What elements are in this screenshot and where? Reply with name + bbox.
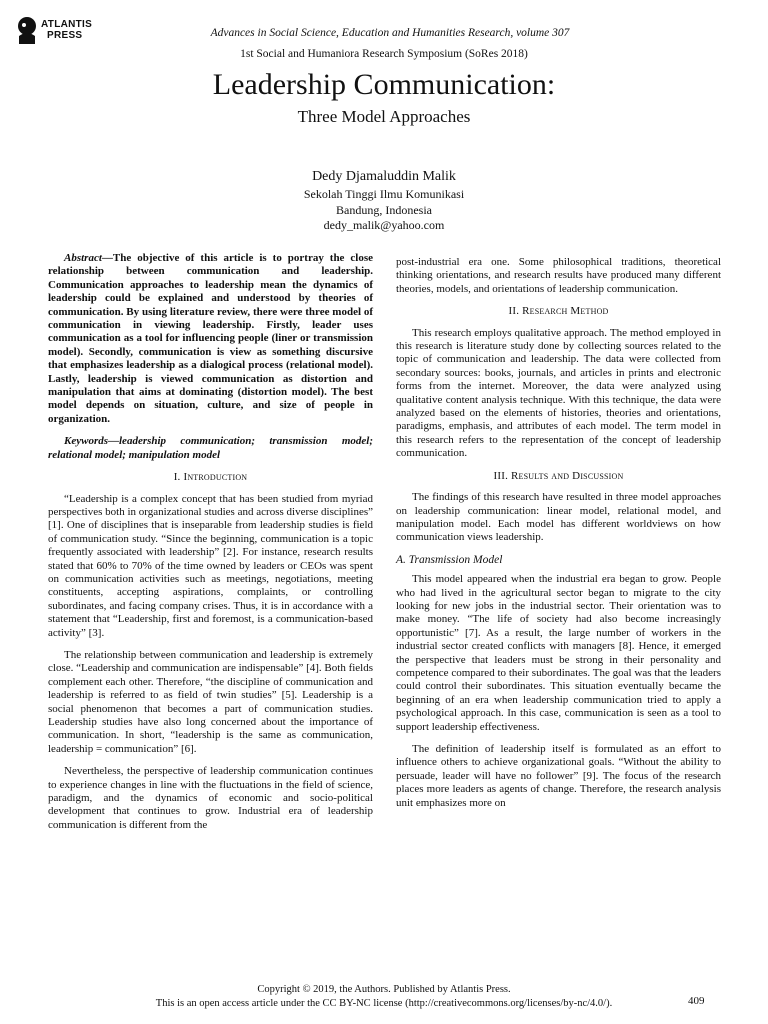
- left-column: [48, 252, 373, 841]
- logo-text: [41, 19, 92, 41]
- right-column: [396, 256, 721, 819]
- symposium-name: 1st Social and Humaniora Research Symposium (SoRes 2018): [240, 48, 528, 60]
- intro-paragraph-2: The relationship between communication and leadership is extremely close. “Leadership and communication are indispensable” [4]. Both fields complement each other. Therefore, “the discipline of communication and leadership is referred to as field of twin studies” [5]. Leadership is a social phenomenon that becomes a part of communication studies. Leadership studies have also long concerned about the importance of communication. In short, “leadership is the same as communication, leadership = communication” [6].: [48, 648, 374, 755]
- affiliation-location: Bandung, Indonesia: [336, 202, 432, 217]
- keywords: [48, 435, 373, 462]
- keywords-text: —leadership communication; transmission model; relational model; manipulation model: [48, 435, 373, 461]
- results-paragraph: The findings of this research have resulted in three model approaches on leadership communication: linear model, relational model, and manipulation model. Each model has different worldviews on how communication views leadership.: [396, 491, 721, 544]
- copyright-line: Copyright © 2019, the Authors. Published by Atlantis Press.: [257, 984, 511, 995]
- section-heading-introduction: I. Introduction: [173, 471, 248, 484]
- publisher-logo: [16, 16, 106, 50]
- abstract: [48, 252, 373, 426]
- paper-title: Leadership Communication:: [212, 68, 556, 101]
- abstract-text: —The objective of this article is to portray the close relationship between communication and leadership. Communication approaches to leadership mean the dynamics of leadership could be explained and understood by theories of communication. By using literature review, there were three model of communication in viewing leadership. Firstly, leader uses communication as a tool for influencing people (liner or transmission model). Secondly, communication is view as something discursive that emphasizes leadership as a dialogical process (relational model). Lastly, leadership is viewed communication as distortion and manipulation that aims at dominating (distortion model). The best model depends on situation, culture, and size of people in organization.: [48, 252, 373, 425]
- method-paragraph: This research employs qualitative approach. The method employed in this research is literature study done by collecting sources related to the topic of communication and leadership. The data were collected from secondary sources: books, journals, and articles in prints and electronic forms from the internet. Moreover, the data were analyzed using qualitative content analysis technique. With this technique, the data were analyzed based on the elements of histories, theories and orientations, paradigms, emphasis, and attributes of each model. The term model in this research refers to the representation of the concept of leadership communication.: [396, 326, 721, 460]
- section-heading-method: II. Research Method: [508, 305, 609, 318]
- atlantis-logo-icon: [16, 16, 38, 44]
- transmission-paragraph-1: This model appeared when the industrial era began to grow. People who had lived in the agricultural sector began to migrate to the city looking for new jobs in the industrial sector. Their orientation was to make money. “The life of society had also become increasingly opportunistic” [7]. As a result, the large number of workers in the industrial sector created conflicts with managers [8]. Hence, it emerged the perspective that leaders must be strong in their personality and competence compared to their subordinates. The goal was that the leaders could control their subordinates. This situation eventually became the beginning of an era when leadership communication tried to apply a psychological approach. In this case, communication is seen as a tool to support leadership effectiveness.: [396, 573, 721, 733]
- keywords-label: Keywords: [64, 435, 108, 448]
- subsection-heading-transmission: A. Transmission Model: [396, 553, 503, 566]
- author-affiliation: [0, 187, 768, 234]
- author-name: Dedy Djamaluddin Malik: [312, 169, 456, 184]
- transmission-paragraph-2: The definition of leadership itself is formulated as an effort to influence others to achieve organizational goals. “Without the ability to persuade, leader will have no follower” [9]. The focus of the research places more leaders as agents of change. Therefore, the research analysis unit emphasizes more on: [396, 743, 721, 809]
- logo-line2: PRESS: [47, 30, 83, 41]
- paper-subtitle: Three Model Approaches: [297, 107, 471, 126]
- section-heading-results: III. Results and Discussion: [493, 469, 624, 482]
- intro-continuation: post-industrial era one. Some philosophical traditions, theoretical thinking orientations, and research results have produced many different theories, models, and orientations of leadership communication.: [396, 256, 721, 295]
- logo-line1: ATLANTIS: [41, 19, 93, 30]
- journal-name: Advances in Social Science, Education and Humanities Research, volume 307: [210, 27, 570, 39]
- intro-paragraph-3: Nevertheless, the perspective of leadership communication continues to experience changes in line with the fluctuations in the field of science, paradigm, and the dynamics of economic and socio-political development that continues to grow. Industrial era of leadership communication is different from the: [48, 765, 373, 831]
- author-email: dedy_malik@yahoo.com: [323, 218, 445, 232]
- copyright-footer: [0, 983, 768, 1010]
- license-line: This is an open access article under the CC BY-NC license (http://creativecommons.org/licenses/by-nc/4.0/).: [155, 997, 613, 1009]
- intro-paragraph-1: “Leadership is a complex concept that has been studied from myriad perspectives both in organizational studies and across diverse disciplines” [1]. One of disciplines that is inseparable from leadership studies is field of communication study. “Since the beginning, communication is a topic frequently associated with leadership” [2]. For instance, research results stated that 60% to 70% of the time owned by leaders or CEOs was spent on communication activities such as meetings, negotiations, meeting constituents, accepting aspirations, complaints, or controlling subordinates, and facing company crises. Thus, it is in accordance with a statement that “Leadership, first and foremost, is a communication-based activity” [3].: [48, 492, 373, 639]
- page-number: 409: [688, 995, 705, 1007]
- affiliation-institution: Sekolah Tinggi Ilmu Komunikasi: [303, 187, 465, 201]
- abstract-label: Abstract: [64, 252, 102, 264]
